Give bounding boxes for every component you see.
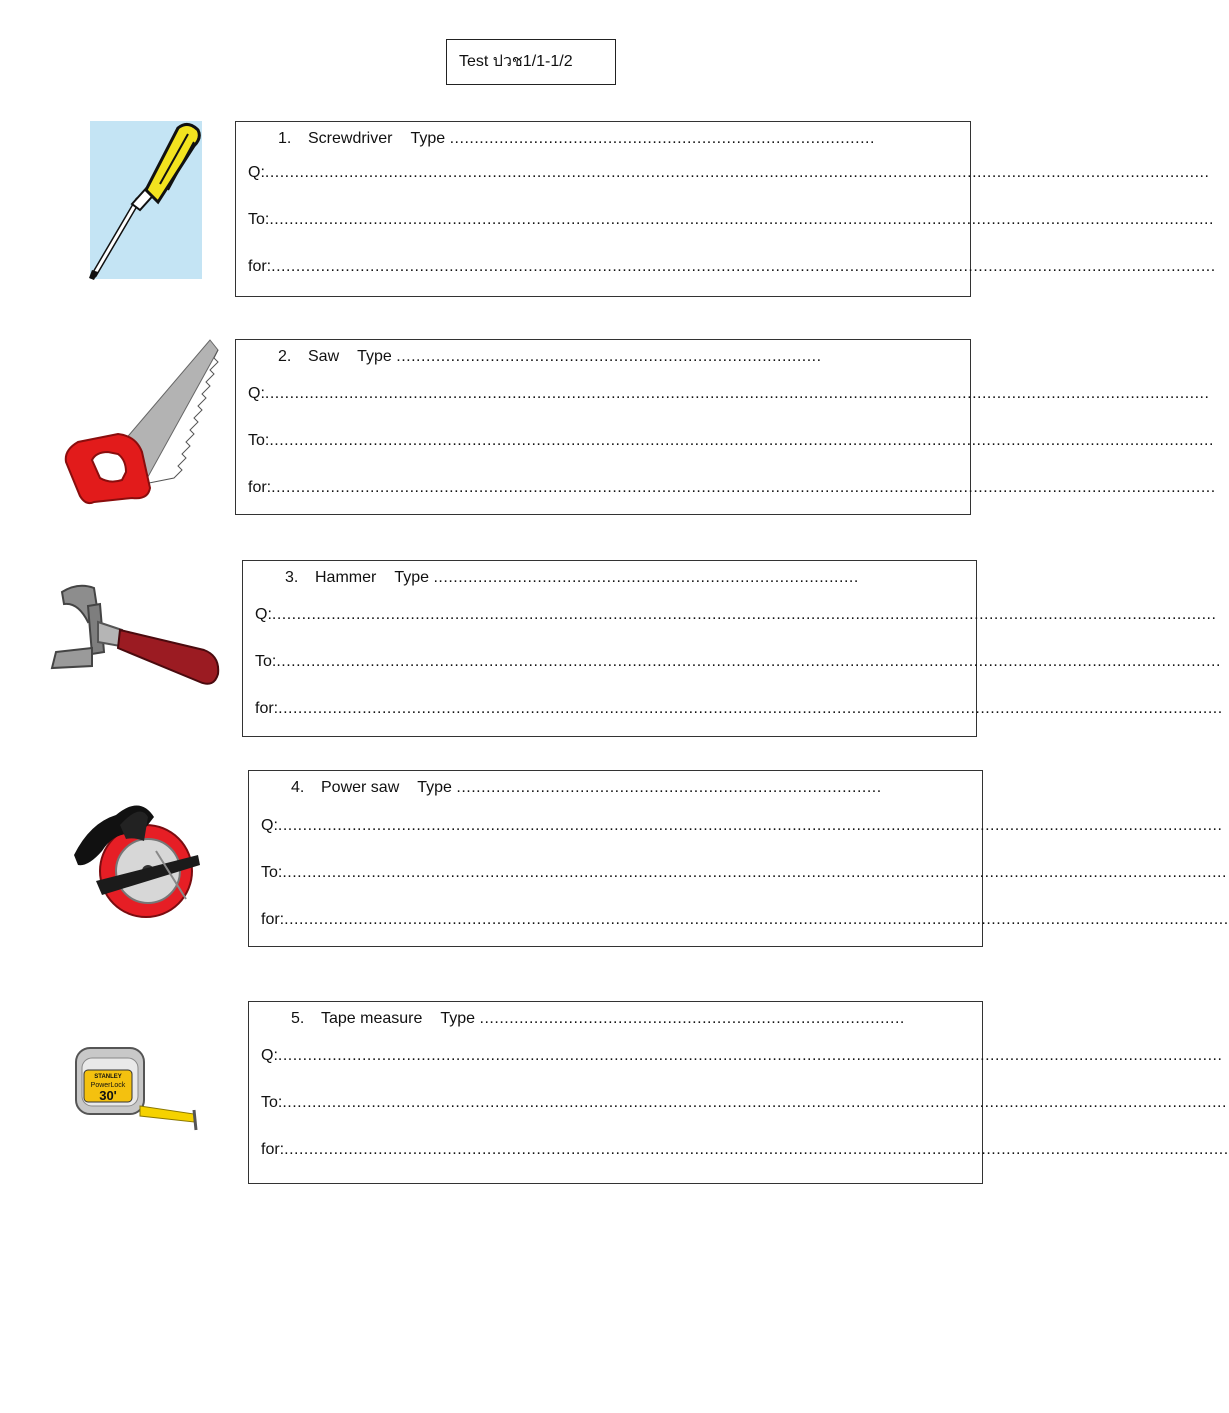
type-answer-line[interactable]: ...................................................................................... xyxy=(396,348,822,365)
question-box-3 xyxy=(242,560,1223,737)
question-box-5 xyxy=(248,1001,1229,1184)
tool-name: Tape measure xyxy=(321,1010,423,1027)
tape-size: 30' xyxy=(99,1088,117,1103)
q-answer-row[interactable] xyxy=(261,817,1223,835)
q-label: Q: xyxy=(261,817,278,834)
for-answer-row[interactable] xyxy=(255,700,1223,718)
q-answer-line[interactable]: ............................................................................................................................................................................................... xyxy=(264,385,1210,402)
to-answer-line[interactable]: ............................................................................................................................................................................................... xyxy=(282,1094,1227,1111)
tape-measure-icon xyxy=(74,1044,200,1140)
tool-name: Screwdriver xyxy=(308,130,393,147)
hammer-icon xyxy=(48,582,224,692)
for-label: for: xyxy=(248,258,272,275)
type-answer-line[interactable]: ...................................................................................... xyxy=(456,779,882,796)
for-answer-line[interactable]: ............................................................................................................................................................................................... xyxy=(284,1141,1229,1158)
type-answer-line[interactable]: ...................................................................................... xyxy=(449,130,875,147)
type-label: Type xyxy=(410,130,446,147)
question-heading xyxy=(285,569,859,587)
question-number: 2. xyxy=(278,348,292,365)
for-label: for: xyxy=(261,1141,285,1158)
tool-name: Hammer xyxy=(315,569,377,586)
question-number: 5. xyxy=(291,1010,305,1027)
for-answer-row[interactable] xyxy=(261,1141,1229,1159)
to-answer-row[interactable] xyxy=(261,864,1227,882)
type-label: Type xyxy=(440,1010,476,1027)
to-label: To: xyxy=(248,432,270,449)
type-label: Type xyxy=(357,348,392,365)
for-answer-line[interactable]: ............................................................................................................................................................................................... xyxy=(271,479,1216,496)
tape-brand: STANLEY xyxy=(94,1074,122,1080)
question-heading xyxy=(278,348,822,366)
question-box-4 xyxy=(248,770,1229,947)
question-box-2 xyxy=(235,339,1216,515)
for-answer-line[interactable]: ............................................................................................................................................................................................... xyxy=(284,911,1229,928)
to-label: To: xyxy=(261,864,283,881)
for-label: for: xyxy=(261,911,285,928)
q-answer-line[interactable]: ............................................................................................................................................................................................... xyxy=(271,606,1217,623)
question-box-1 xyxy=(235,121,1216,297)
type-label: Type xyxy=(394,569,430,586)
question-heading xyxy=(278,130,875,148)
for-answer-row[interactable] xyxy=(248,258,1216,276)
q-label: Q: xyxy=(255,606,272,623)
to-answer-row[interactable] xyxy=(248,211,1214,229)
question-heading xyxy=(291,1010,905,1028)
tool-name: Power saw xyxy=(321,779,400,796)
q-answer-line[interactable]: ............................................................................................................................................................................................... xyxy=(277,817,1223,834)
to-label: To: xyxy=(248,211,270,228)
to-label: To: xyxy=(255,653,277,670)
question-number: 3. xyxy=(285,569,299,586)
to-answer-line[interactable]: ............................................................................................................................................................................................... xyxy=(282,864,1227,881)
power-saw-icon xyxy=(70,795,204,927)
q-answer-line[interactable]: ............................................................................................................................................................................................... xyxy=(277,1047,1223,1064)
to-answer-line[interactable]: ............................................................................................................................................................................................... xyxy=(276,653,1221,670)
to-answer-line[interactable]: ............................................................................................................................................................................................... xyxy=(269,432,1214,449)
question-number: 4. xyxy=(291,779,305,796)
question-number: 1. xyxy=(278,130,292,147)
q-label: Q: xyxy=(261,1047,278,1064)
saw-icon xyxy=(60,338,220,508)
tape-model: PowerLock xyxy=(90,1082,126,1089)
for-answer-row[interactable] xyxy=(261,911,1229,929)
for-answer-line[interactable]: ............................................................................................................................................................................................... xyxy=(278,700,1223,717)
tool-name: Saw xyxy=(308,348,340,365)
to-answer-row[interactable] xyxy=(261,1094,1227,1112)
type-answer-line[interactable]: ...................................................................................... xyxy=(433,569,859,586)
type-label: Type xyxy=(417,779,452,796)
q-answer-row[interactable] xyxy=(248,164,1210,182)
type-answer-line[interactable]: ...................................................................................... xyxy=(479,1010,905,1027)
to-answer-row[interactable] xyxy=(248,432,1214,450)
for-answer-row[interactable] xyxy=(248,479,1216,497)
worksheet-title: Test ปวช1/1-1/2 xyxy=(446,39,616,85)
question-heading xyxy=(291,779,882,797)
to-label: To: xyxy=(261,1094,283,1111)
for-label: for: xyxy=(255,700,279,717)
for-answer-line[interactable]: ............................................................................................................................................................................................... xyxy=(271,258,1216,275)
to-answer-line[interactable]: ............................................................................................................................................................................................... xyxy=(269,211,1214,228)
to-answer-row[interactable] xyxy=(255,653,1221,671)
screwdriver-icon xyxy=(88,120,204,282)
q-answer-row[interactable] xyxy=(248,385,1210,403)
for-label: for: xyxy=(248,479,272,496)
q-label: Q: xyxy=(248,385,265,402)
q-label: Q: xyxy=(248,164,265,181)
q-answer-row[interactable] xyxy=(261,1047,1223,1065)
q-answer-row[interactable] xyxy=(255,606,1217,624)
q-answer-line[interactable]: ............................................................................................................................................................................................... xyxy=(264,164,1210,181)
